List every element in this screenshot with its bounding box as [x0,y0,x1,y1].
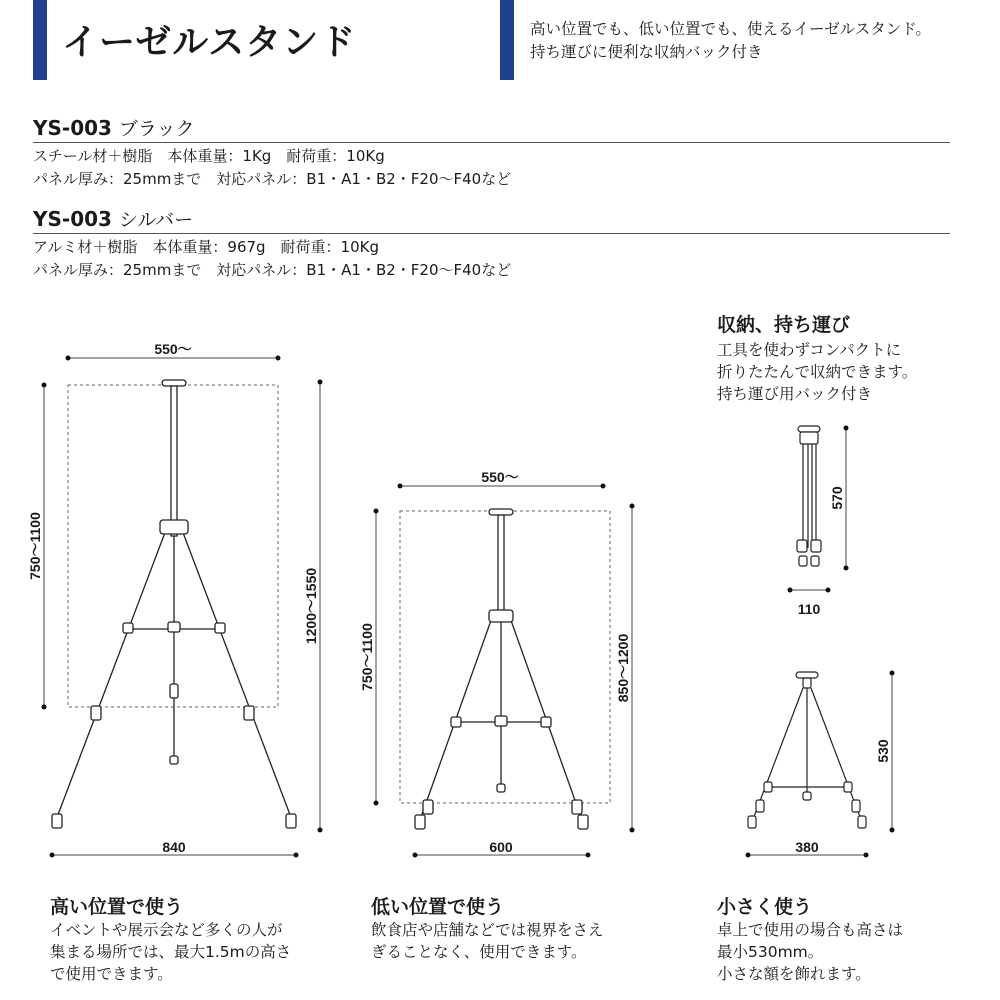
panel-width-label: 550〜 [154,341,192,357]
panel-outline [400,511,610,803]
panel-width-label: 550〜 [481,469,519,485]
usage-line: イベントや展示会など多くの人が [50,921,283,939]
usage-line: 最小530mm。 [717,943,824,961]
low-easel-diagram [359,469,632,855]
product-variant: シルバー [118,209,194,231]
high-easel-diagram [27,341,320,855]
subtitle-line: 持ち運びに便利な収納バック付き [530,43,763,61]
storage-line: 持ち運び用バック付き [717,385,873,403]
small-easel-diagram [748,672,892,855]
storage-heading: 収納、持ち運び [717,314,851,336]
usage-heading: 高い位置で使う [50,896,184,918]
folded-easel-diagram [790,426,846,617]
product-model: YS-003 [33,207,112,231]
usage-description [371,919,604,963]
usage-high [50,892,291,985]
total-height-label: 1200〜1550 [303,567,319,645]
base-width-label: 600 [489,839,513,855]
usage-low [371,892,604,963]
product-model: YS-003 [33,116,112,140]
subtitle-line: 高い位置でも、低い位置でも、使えるイーゼルスタンド。 [530,20,931,38]
spec-line: スチール材＋樹脂 本体重量：1Kg 耐荷重：10Kg [33,147,385,165]
spec-line: パネル厚み：25mmまで 対応パネル：B1・A1・B2・F20〜F40など [33,170,512,188]
storage-line: 工具を使わずコンパクトに [717,341,902,359]
folded-width-label: 110 [797,601,821,617]
usage-line: 集まる場所では、最大1.5mの高さ [50,943,292,961]
spec-line: アルミ材＋樹脂 本体重量：967g 耐荷重：10Kg [33,238,379,256]
usage-heading: 小さく使う [717,896,813,918]
usage-heading: 低い位置で使う [371,896,505,918]
product-variant: ブラック [118,118,195,140]
usage-line: 卓上で使用の場合も高さは [717,921,904,939]
base-width-label: 840 [162,839,186,855]
usage-small [717,892,903,985]
page-title: イーゼルスタンド [62,22,357,63]
panel-height-label: 750〜1100 [27,512,43,580]
panel-height-label: 750〜1100 [359,623,375,691]
spec-line: パネル厚み：25mmまで 対応パネル：B1・A1・B2・F20〜F40など [33,261,512,279]
usage-description [717,919,903,985]
folded-height-label: 570 [829,486,845,510]
total-height-label: 850〜1200 [615,633,631,703]
small-height-label: 530 [875,739,891,763]
storage-line: 折りたたんで収納できます。 [717,363,918,381]
usage-line: ぎることなく、使用できます。 [371,943,587,961]
small-width-label: 380 [795,839,819,855]
usage-line: で使用できます。 [50,965,173,983]
usage-line: 小さな額を飾れます。 [717,965,871,983]
usage-description [50,919,291,985]
usage-line: 飲食店や店舗などでは視界をさえ [371,921,604,939]
